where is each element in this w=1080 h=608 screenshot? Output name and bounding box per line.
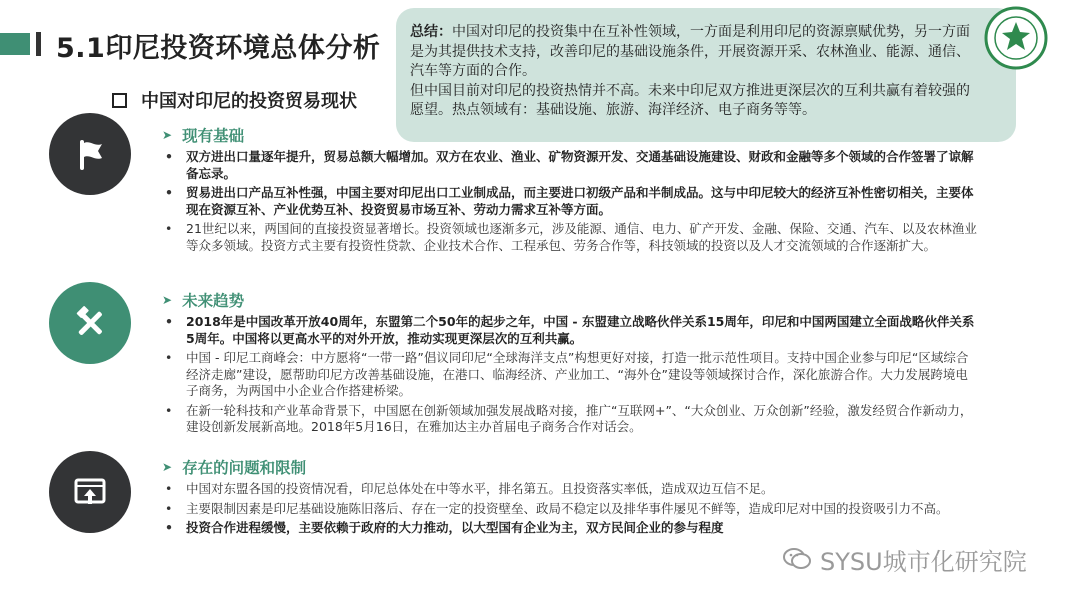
summary-paragraph-1 [410, 23, 982, 82]
subheading-text: 未来趋势 [182, 292, 245, 310]
list-item: • 主要限制因素是印尼基础设施陈旧落后、存在一定的投资壁垒、政局不稳定以及排华事件屡见不鲜等，造成印尼对中国的投资吸引力不高。 [160, 501, 980, 518]
university-seal-logo [984, 6, 1048, 70]
summary-label: 总结： [410, 24, 452, 40]
list-item: • 2018年是中国改革开放40周年，东盟第二个50年的起步之年，中国 - 东盟建立战略伙伴关系15周年，印尼和中国两国建立全面战略伙伴关系5周年。中国将以更高水平的对外开放，推动实现更深层次的互利共赢。 [160, 314, 980, 347]
bullet-list [160, 149, 980, 254]
section-heading-text: 中国对印尼的投资贸易现状 [141, 91, 357, 112]
arrow-bullet-icon: ➤ [162, 460, 173, 474]
summary-text-2: 但中国目前对印尼的投资热情并不高。未来中印尼双方推进更深层次的互利共赢有着较强的愿望。热点领域有：基础设施、旅游、海洋经济、电子商务等等。 [410, 82, 970, 118]
title-accent-bar [0, 33, 30, 55]
list-item: • 在新一轮科技和产业革命背景下，中国愿在创新领域加强发展战略对接，推广“互联网+”、“大众创业、万众创新”经验，激发经贸合作新动力，建设创新发展新高地。2018年5月16日，在雅加达主办首届电子商务合作对话会。 [160, 403, 980, 436]
watermark [782, 541, 1027, 577]
list-item: • 中国对东盟各国的投资情况看，印尼总体处在中等水平，排名第五。且投资落实率低，造成双边互信不足。 [160, 481, 980, 498]
summary-box [396, 8, 1016, 142]
bullet-list [160, 314, 980, 436]
summary-text-1: 中国对印尼的投资集中在互补性领域，一方面是利用印尼的资源禀赋优势，另一方面是为其提供技术支持，改善印尼的基础设施条件，开展资源开采、农林渔业、能源、通信、汽车等方面的合作。 [410, 24, 970, 79]
tools-icon-circle [49, 282, 131, 364]
subheading-text: 现有基础 [182, 127, 245, 145]
wechat-icon [782, 546, 812, 572]
flag-icon [70, 134, 110, 174]
list-item: • 双方进出口量逐年提升，贸易总额大幅增加。双方在农业、渔业、矿物资源开发、交通基础设施建设、财政和金融等多个领域的合作签署了谅解备忘录。 [160, 149, 980, 182]
upload-screen-icon [70, 472, 110, 512]
square-bullet-icon [112, 93, 127, 108]
title-separator [36, 32, 41, 56]
watermark-text: SYSU城市化研究院 [820, 547, 1027, 576]
list-item: • 投资合作进程缓慢，主要依赖于政府的大力推动，以大型国有企业为主，双方民间企业的参与程度 [160, 520, 980, 537]
subheading-problems-limits [160, 456, 980, 478]
flag-icon-circle [49, 113, 131, 195]
subheading-current-basis [160, 124, 980, 146]
subheading-text: 存在的问题和限制 [182, 459, 307, 477]
arrow-bullet-icon: ➤ [162, 128, 173, 142]
block-current-basis [160, 124, 980, 254]
bullet-list [160, 481, 980, 537]
subheading-future-trends [160, 289, 980, 311]
page-title: 5.1印尼投资环境总体分析 [56, 33, 381, 64]
section-heading [112, 87, 357, 113]
block-problems-limits [160, 456, 980, 537]
upload-screen-icon-circle [49, 451, 131, 533]
arrow-bullet-icon: ➤ [162, 293, 173, 307]
block-future-trends [160, 289, 980, 436]
tools-icon [70, 303, 110, 343]
list-item: • 21世纪以来，两国间的直接投资显著增长。投资领域也逐渐多元，涉及能源、通信、电力、矿产开发、金融、保险、交通、汽车、以及农林渔业等众多领域。投资方式主要有投资性贷款、企业技术合作、工程承包、劳务合作等，科技领域的投资以及人才交流领域的合作逐渐扩大。 [160, 221, 980, 254]
list-item: • 贸易进出口产品互补性强，中国主要对印尼出口工业制成品，而主要进口初级产品和半制成品。这与中印尼较大的经济互补性密切相关，主要体现在资源互补、产业优势互补、投资贸易市场互补、劳动力需求互补等方面。 [160, 185, 980, 218]
list-item: • 中国 - 印尼工商峰会：中方愿将“一带一路”倡议同印尼“全球海洋支点”构想更好对接，打造一批示范性项目。支持中国企业参与印尼“区域综合经济走廊”建设，愿帮助印尼方改善基础设施，在港口、临海经济、产业加工、“海外仓”建设等领域探讨合作，深化旅游合作。大力发展跨境电子商务，为两国中小企业合作搭建桥梁。 [160, 350, 980, 400]
